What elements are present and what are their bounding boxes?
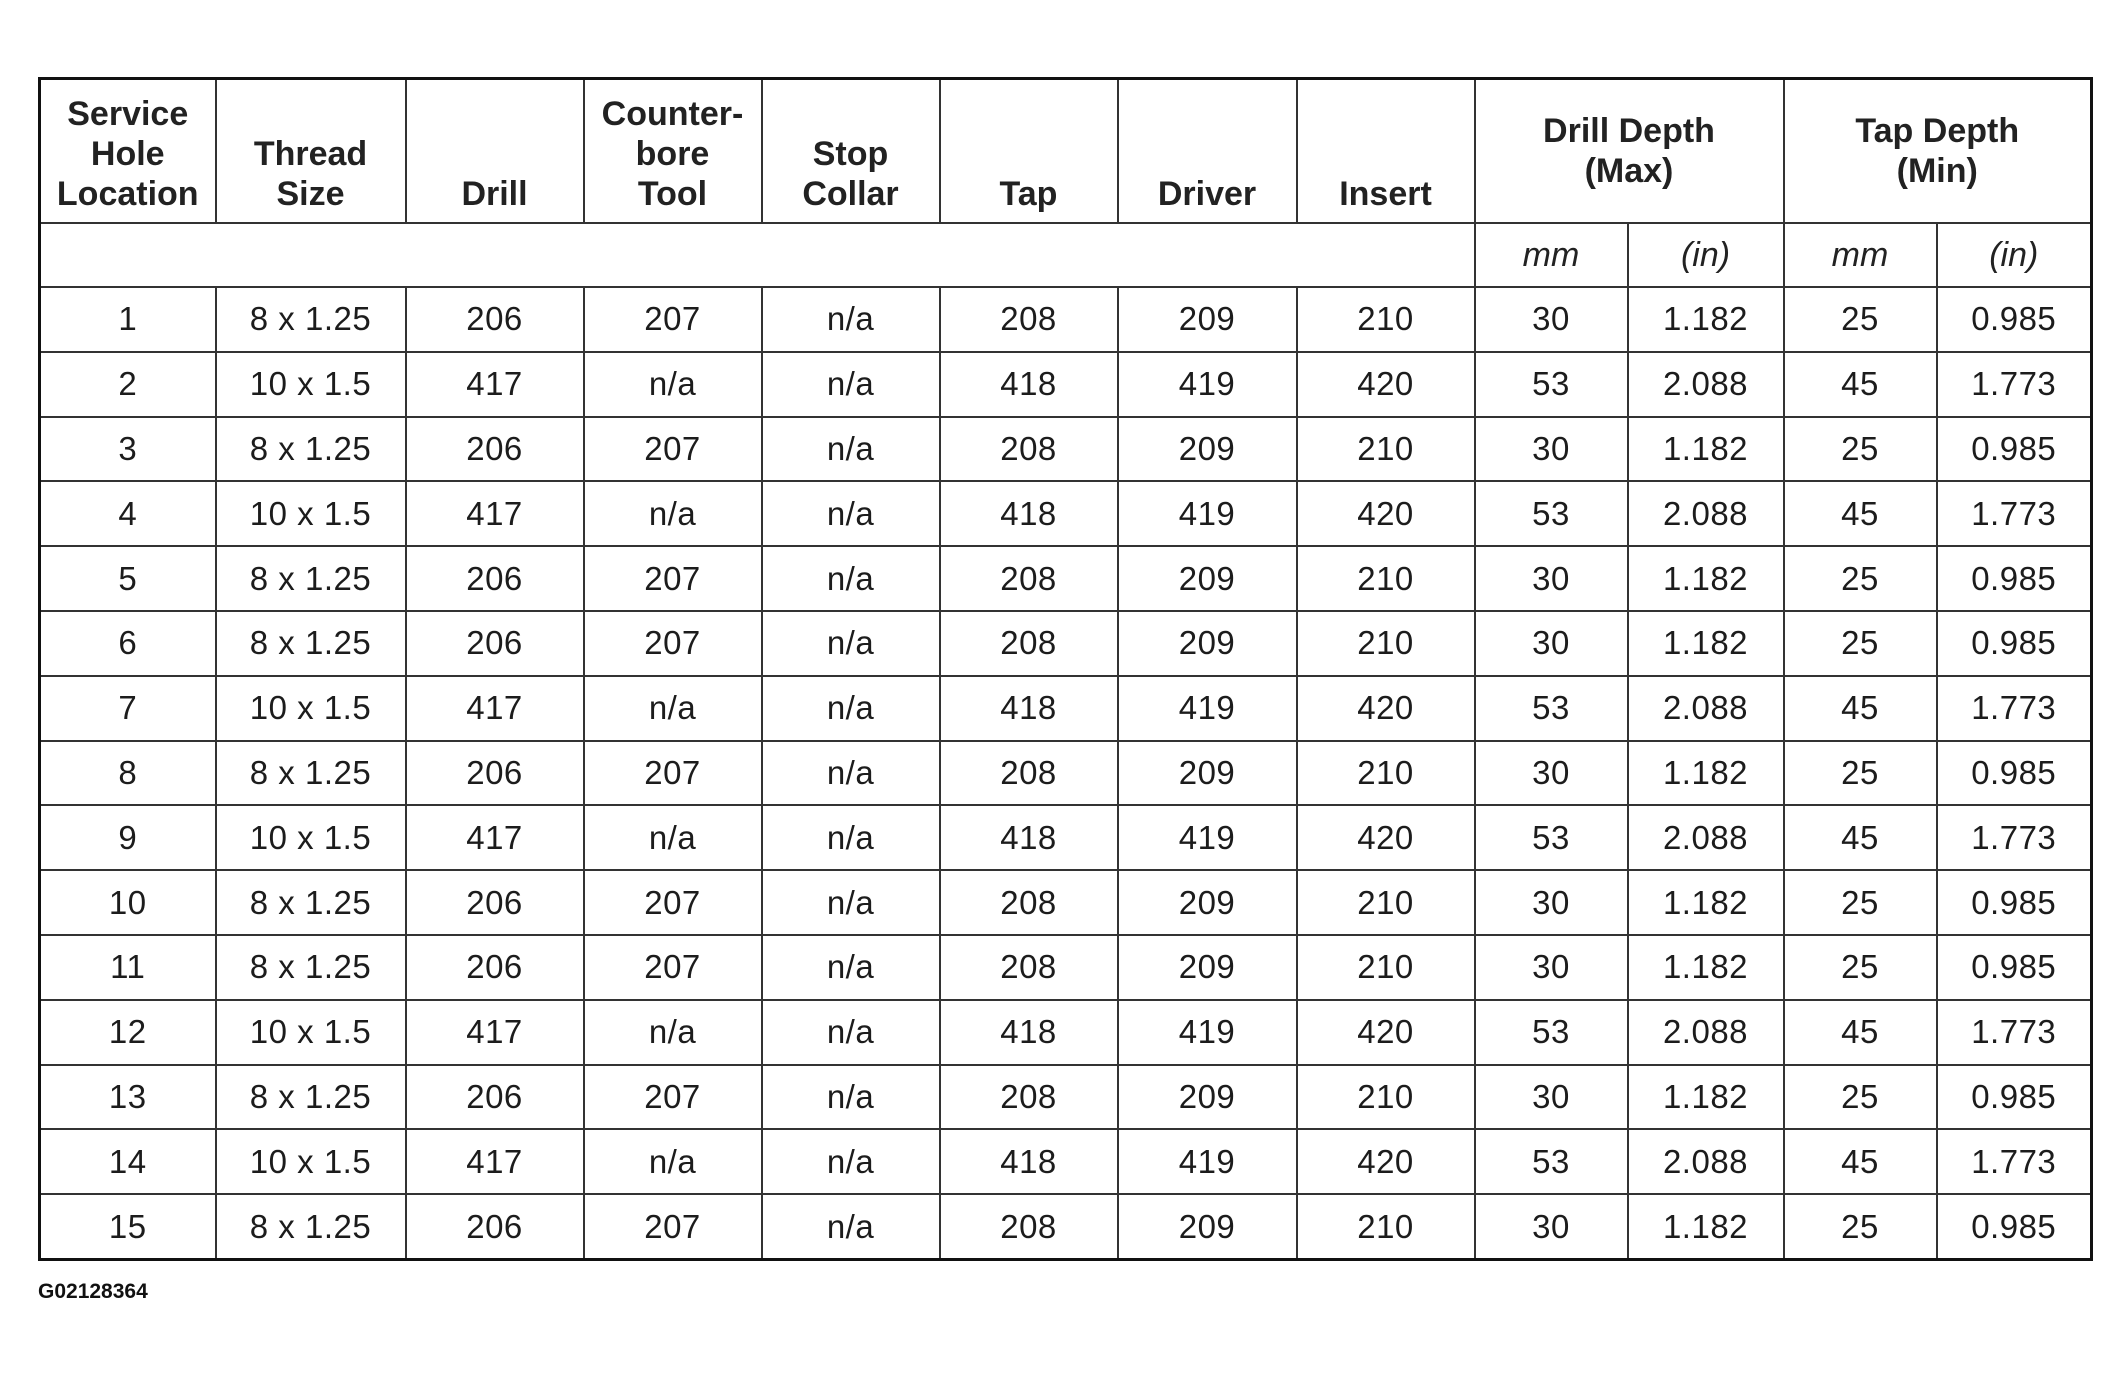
cell-service-hole-location: 4	[40, 481, 216, 546]
cell-thread-size: 8 x 1.25	[216, 546, 406, 611]
cell-counterbore-tool: 207	[584, 546, 762, 611]
header-drill	[406, 79, 584, 224]
cell-drill-depth-mm: 30	[1475, 870, 1628, 935]
table-row	[40, 805, 2092, 870]
cell-drill-depth-mm: 53	[1475, 805, 1628, 870]
cell-drill: 417	[406, 481, 584, 546]
cell-tap-depth-mm: 25	[1784, 870, 1937, 935]
header-counterbore-tool	[584, 79, 762, 224]
cell-counterbore-tool: 207	[584, 1194, 762, 1259]
unit-row	[40, 223, 2092, 287]
cell-tap-depth-in: 0.985	[1937, 546, 2092, 611]
cell-service-hole-location: 2	[40, 352, 216, 417]
cell-driver: 209	[1118, 417, 1297, 482]
cell-insert: 210	[1297, 870, 1475, 935]
table-row	[40, 611, 2092, 676]
cell-insert: 210	[1297, 1065, 1475, 1130]
cell-driver: 209	[1118, 741, 1297, 806]
cell-tap-depth-in: 0.985	[1937, 287, 2092, 352]
header-text-line: Stop	[812, 135, 889, 173]
header-text-line: Driver	[1157, 175, 1257, 213]
cell-tap-depth-mm: 25	[1784, 417, 1937, 482]
cell-stop-collar: n/a	[762, 1000, 940, 1065]
cell-drill-depth-in: 1.182	[1628, 1194, 1784, 1259]
cell-drill: 206	[406, 1065, 584, 1130]
header-service-hole-location	[40, 79, 216, 224]
cell-insert: 210	[1297, 1194, 1475, 1259]
cell-thread-size: 10 x 1.5	[216, 481, 406, 546]
cell-tap: 418	[940, 352, 1118, 417]
cell-tap-depth-mm: 45	[1784, 676, 1937, 741]
table-row	[40, 287, 2092, 352]
header-text-line: Service	[67, 95, 189, 133]
cell-drill-depth-in: 1.182	[1628, 287, 1784, 352]
cell-tap-depth-mm: 45	[1784, 805, 1937, 870]
cell-service-hole-location: 5	[40, 546, 216, 611]
cell-tap: 208	[940, 287, 1118, 352]
table-row	[40, 352, 2092, 417]
cell-drill-depth-in: 2.088	[1628, 1129, 1784, 1194]
header-text-line: Tool	[637, 175, 708, 213]
header-text-line: Tap	[999, 175, 1058, 213]
cell-insert: 420	[1297, 805, 1475, 870]
cell-counterbore-tool: 207	[584, 287, 762, 352]
cell-drill-depth-mm: 53	[1475, 676, 1628, 741]
cell-tap: 208	[940, 870, 1118, 935]
cell-driver: 209	[1118, 870, 1297, 935]
cell-driver: 419	[1118, 676, 1297, 741]
cell-counterbore-tool: n/a	[584, 481, 762, 546]
cell-tap-depth-in: 0.985	[1937, 741, 2092, 806]
cell-stop-collar: n/a	[762, 352, 940, 417]
header-text-line: Tap Depth	[1855, 112, 2020, 150]
cell-drill-depth-mm: 53	[1475, 352, 1628, 417]
unit-drill-depth-mm: mm	[1475, 223, 1628, 287]
cell-service-hole-location: 3	[40, 417, 216, 482]
cell-drill-depth-in: 2.088	[1628, 1000, 1784, 1065]
cell-stop-collar: n/a	[762, 676, 940, 741]
cell-counterbore-tool: 207	[584, 870, 762, 935]
table-row	[40, 870, 2092, 935]
cell-tap-depth-in: 0.985	[1937, 417, 2092, 482]
cell-driver: 209	[1118, 935, 1297, 1000]
cell-thread-size: 8 x 1.25	[216, 417, 406, 482]
header-text-line: Thread	[253, 135, 368, 173]
cell-tap: 418	[940, 676, 1118, 741]
cell-counterbore-tool: 207	[584, 417, 762, 482]
cell-drill-depth-mm: 30	[1475, 611, 1628, 676]
cell-tap-depth-in: 1.773	[1937, 1129, 2092, 1194]
cell-insert: 420	[1297, 1129, 1475, 1194]
cell-drill: 206	[406, 935, 584, 1000]
cell-service-hole-location: 1	[40, 287, 216, 352]
cell-drill-depth-mm: 30	[1475, 1065, 1628, 1130]
unit-drill-depth-in: (in)	[1628, 223, 1784, 287]
cell-thread-size: 10 x 1.5	[216, 676, 406, 741]
header-text-line: Drill	[461, 175, 528, 213]
cell-tap-depth-mm: 25	[1784, 287, 1937, 352]
cell-counterbore-tool: n/a	[584, 805, 762, 870]
unit-tap-depth-in: (in)	[1937, 223, 2092, 287]
cell-tap-depth-in: 0.985	[1937, 935, 2092, 1000]
cell-tap-depth-mm: 25	[1784, 611, 1937, 676]
cell-insert: 210	[1297, 546, 1475, 611]
cell-tap-depth-mm: 25	[1784, 1194, 1937, 1259]
cell-service-hole-location: 10	[40, 870, 216, 935]
cell-tap-depth-in: 1.773	[1937, 352, 2092, 417]
cell-tap: 208	[940, 741, 1118, 806]
cell-drill: 417	[406, 352, 584, 417]
cell-thread-size: 8 x 1.25	[216, 935, 406, 1000]
header-text-line: (Max)	[1584, 152, 1674, 190]
cell-tap-depth-in: 0.985	[1937, 1065, 2092, 1130]
cell-drill-depth-mm: 30	[1475, 546, 1628, 611]
cell-stop-collar: n/a	[762, 805, 940, 870]
table-row	[40, 1194, 2092, 1259]
cell-drill-depth-in: 1.182	[1628, 546, 1784, 611]
table-row	[40, 1065, 2092, 1130]
cell-service-hole-location: 9	[40, 805, 216, 870]
header-text-line: Counter-	[601, 95, 744, 133]
cell-tap-depth-in: 0.985	[1937, 870, 2092, 935]
cell-tap-depth-in: 1.773	[1937, 481, 2092, 546]
cell-thread-size: 10 x 1.5	[216, 805, 406, 870]
header-drill-depth	[1475, 79, 1784, 224]
cell-driver: 419	[1118, 1129, 1297, 1194]
cell-insert: 210	[1297, 417, 1475, 482]
table-row	[40, 1129, 2092, 1194]
cell-driver: 209	[1118, 1194, 1297, 1259]
header-text-line: (Min)	[1896, 152, 1978, 190]
cell-stop-collar: n/a	[762, 935, 940, 1000]
cell-service-hole-location: 7	[40, 676, 216, 741]
cell-stop-collar: n/a	[762, 287, 940, 352]
cell-thread-size: 8 x 1.25	[216, 611, 406, 676]
cell-thread-size: 8 x 1.25	[216, 870, 406, 935]
cell-tap: 418	[940, 481, 1118, 546]
cell-drill-depth-mm: 30	[1475, 1194, 1628, 1259]
cell-stop-collar: n/a	[762, 417, 940, 482]
cell-stop-collar: n/a	[762, 1129, 940, 1194]
cell-driver: 209	[1118, 287, 1297, 352]
table-row	[40, 741, 2092, 806]
cell-drill-depth-mm: 53	[1475, 1000, 1628, 1065]
cell-service-hole-location: 12	[40, 1000, 216, 1065]
table-row	[40, 481, 2092, 546]
cell-insert: 210	[1297, 935, 1475, 1000]
cell-tap-depth-mm: 25	[1784, 1065, 1937, 1130]
cell-drill: 206	[406, 287, 584, 352]
cell-drill-depth-in: 1.182	[1628, 870, 1784, 935]
unit-row-blank	[40, 223, 1475, 287]
cell-driver: 209	[1118, 611, 1297, 676]
table-row	[40, 546, 2092, 611]
unit-tap-depth-mm: mm	[1784, 223, 1937, 287]
header-tap	[940, 79, 1118, 224]
header-thread-size	[216, 79, 406, 224]
cell-thread-size: 10 x 1.5	[216, 1000, 406, 1065]
header-insert	[1297, 79, 1475, 224]
cell-tap-depth-mm: 25	[1784, 546, 1937, 611]
cell-drill-depth-in: 1.182	[1628, 1065, 1784, 1130]
header-text-line: Location	[56, 175, 199, 213]
cell-tap-depth-in: 1.773	[1937, 1000, 2092, 1065]
cell-drill-depth-in: 2.088	[1628, 352, 1784, 417]
cell-drill: 206	[406, 546, 584, 611]
header-text-line: Collar	[802, 175, 899, 213]
cell-stop-collar: n/a	[762, 611, 940, 676]
cell-drill: 417	[406, 676, 584, 741]
cell-tap-depth-in: 0.985	[1937, 1194, 2092, 1259]
cell-drill: 206	[406, 741, 584, 806]
cell-drill-depth-mm: 53	[1475, 481, 1628, 546]
cell-drill-depth-in: 2.088	[1628, 481, 1784, 546]
cell-tap-depth-in: 0.985	[1937, 611, 2092, 676]
cell-service-hole-location: 14	[40, 1129, 216, 1194]
cell-tap-depth-in: 1.773	[1937, 676, 2092, 741]
cell-counterbore-tool: n/a	[584, 1129, 762, 1194]
cell-tap: 208	[940, 546, 1118, 611]
cell-tap-depth-mm: 45	[1784, 1000, 1937, 1065]
cell-drill: 417	[406, 1000, 584, 1065]
cell-thread-size: 8 x 1.25	[216, 1194, 406, 1259]
cell-tap: 208	[940, 935, 1118, 1000]
cell-counterbore-tool: 207	[584, 611, 762, 676]
cell-tap: 208	[940, 417, 1118, 482]
cell-driver: 419	[1118, 481, 1297, 546]
cell-drill-depth-in: 2.088	[1628, 805, 1784, 870]
header-text-line: bore	[635, 135, 710, 173]
cell-drill-depth-mm: 30	[1475, 741, 1628, 806]
cell-tap: 418	[940, 1129, 1118, 1194]
cell-counterbore-tool: n/a	[584, 676, 762, 741]
header-driver	[1118, 79, 1297, 224]
cell-service-hole-location: 13	[40, 1065, 216, 1130]
cell-service-hole-location: 6	[40, 611, 216, 676]
cell-insert: 210	[1297, 287, 1475, 352]
cell-thread-size: 8 x 1.25	[216, 741, 406, 806]
cell-counterbore-tool: 207	[584, 741, 762, 806]
cell-tap-depth-mm: 45	[1784, 1129, 1937, 1194]
cell-tap: 418	[940, 805, 1118, 870]
cell-insert: 420	[1297, 481, 1475, 546]
cell-driver: 419	[1118, 1000, 1297, 1065]
cell-drill-depth-in: 1.182	[1628, 417, 1784, 482]
cell-driver: 209	[1118, 1065, 1297, 1130]
cell-stop-collar: n/a	[762, 1065, 940, 1130]
table-body	[40, 287, 2092, 1260]
cell-drill-depth-mm: 30	[1475, 287, 1628, 352]
cell-thread-size: 10 x 1.5	[216, 352, 406, 417]
table-row	[40, 417, 2092, 482]
table-row	[40, 1000, 2092, 1065]
cell-stop-collar: n/a	[762, 741, 940, 806]
header-row	[40, 79, 2092, 224]
cell-drill-depth-in: 2.088	[1628, 676, 1784, 741]
cell-drill: 417	[406, 1129, 584, 1194]
cell-driver: 419	[1118, 805, 1297, 870]
spec-table-container	[38, 77, 2090, 1261]
cell-drill-depth-mm: 30	[1475, 417, 1628, 482]
table-row	[40, 676, 2092, 741]
cell-stop-collar: n/a	[762, 870, 940, 935]
cell-drill: 206	[406, 611, 584, 676]
table-row	[40, 935, 2092, 1000]
cell-counterbore-tool: n/a	[584, 1000, 762, 1065]
header-text-line: Hole	[90, 135, 165, 173]
cell-drill-depth-in: 1.182	[1628, 741, 1784, 806]
cell-driver: 419	[1118, 352, 1297, 417]
header-text-line: Size	[276, 175, 345, 213]
cell-insert: 210	[1297, 611, 1475, 676]
cell-drill-depth-mm: 30	[1475, 935, 1628, 1000]
header-tap-depth	[1784, 79, 2092, 224]
cell-tap: 208	[940, 1065, 1118, 1130]
cell-service-hole-location: 15	[40, 1194, 216, 1259]
cell-service-hole-location: 11	[40, 935, 216, 1000]
cell-counterbore-tool: 207	[584, 1065, 762, 1130]
cell-stop-collar: n/a	[762, 546, 940, 611]
cell-drill-depth-mm: 53	[1475, 1129, 1628, 1194]
service-hole-spec-table	[38, 77, 2093, 1261]
cell-thread-size: 8 x 1.25	[216, 1065, 406, 1130]
cell-insert: 420	[1297, 1000, 1475, 1065]
cell-tap-depth-mm: 45	[1784, 481, 1937, 546]
cell-thread-size: 8 x 1.25	[216, 287, 406, 352]
table-header	[40, 79, 2092, 288]
cell-insert: 420	[1297, 676, 1475, 741]
cell-drill: 206	[406, 870, 584, 935]
cell-tap-depth-mm: 25	[1784, 741, 1937, 806]
cell-tap: 208	[940, 611, 1118, 676]
header-stop-collar	[762, 79, 940, 224]
cell-drill-depth-in: 1.182	[1628, 935, 1784, 1000]
cell-drill: 206	[406, 417, 584, 482]
cell-tap-depth-mm: 25	[1784, 935, 1937, 1000]
cell-counterbore-tool: 207	[584, 935, 762, 1000]
figure-id: G02128364	[38, 1280, 148, 1303]
cell-thread-size: 10 x 1.5	[216, 1129, 406, 1194]
cell-tap: 208	[940, 1194, 1118, 1259]
header-text-line: Insert	[1339, 175, 1432, 213]
cell-drill: 417	[406, 805, 584, 870]
cell-service-hole-location: 8	[40, 741, 216, 806]
cell-tap-depth-mm: 45	[1784, 352, 1937, 417]
cell-driver: 209	[1118, 546, 1297, 611]
cell-insert: 210	[1297, 741, 1475, 806]
cell-tap: 418	[940, 1000, 1118, 1065]
cell-tap-depth-in: 1.773	[1937, 805, 2092, 870]
cell-drill-depth-in: 1.182	[1628, 611, 1784, 676]
cell-stop-collar: n/a	[762, 1194, 940, 1259]
cell-counterbore-tool: n/a	[584, 352, 762, 417]
header-text-line: Drill Depth	[1543, 112, 1715, 150]
cell-stop-collar: n/a	[762, 481, 940, 546]
cell-insert: 420	[1297, 352, 1475, 417]
cell-drill: 206	[406, 1194, 584, 1259]
